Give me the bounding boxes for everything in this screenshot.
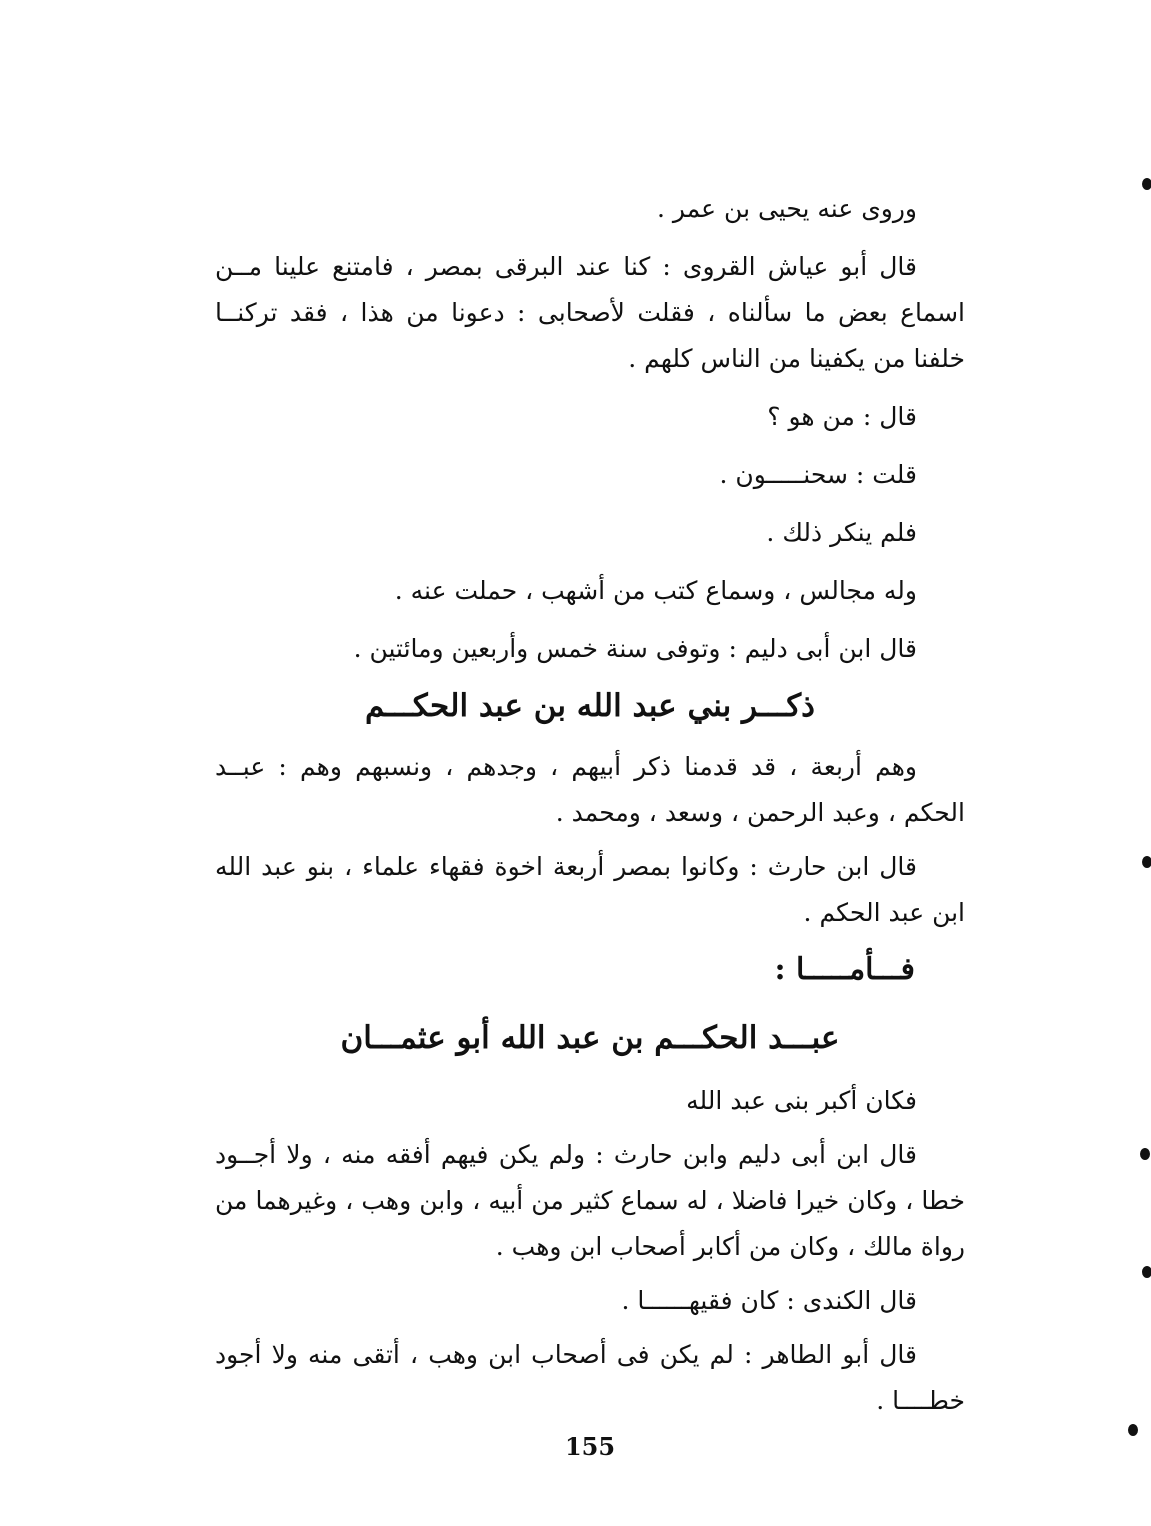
paragraph: قال ابن حارث : وكانوا بمصر أربعة اخوة فقهاء علماء ، بنو عبد الله ابن عبد الحكم .	[215, 852, 965, 927]
text-block-bottom	[215, 1078, 965, 1424]
text-block-middle	[215, 744, 965, 936]
page-number: 155	[564, 1432, 616, 1461]
paragraph: قال الكندى : كان فقيهــــــا .	[621, 1286, 917, 1315]
paragraph: قال أبو الطاهر : لم يكن فى أصحاب ابن وهب ، أتقى منه ولا أجود خطــــا .	[215, 1340, 965, 1415]
entry-heading: عبـــد الحكـــم بن عبد الله أبو عثمـــان	[340, 1020, 840, 1056]
paragraph: فكان أكبر بنى عبد الله	[686, 1086, 917, 1115]
scan-dot	[1142, 856, 1151, 868]
paragraph: فلم ينكر ذلك .	[766, 518, 917, 547]
paragraph: قال : من هو ؟	[767, 402, 917, 431]
paragraph: وله مجالس ، وسماع كتب من أشهب ، حملت عنه .	[394, 576, 917, 605]
subheading: فـــأمـــــا :	[774, 952, 915, 987]
paragraph: قال ابن أبى دليم : وتوفى سنة خمس وأربعين ومائتين .	[353, 634, 917, 663]
paragraph: وهم أربعة ، قد قدمنا ذكر أبيهم ، وجدهم ، ونسبهم وهم : عبــد الحكم ، وعبد الرحمن ، وسعد ، ومحمد .	[215, 752, 965, 827]
scan-dot	[1142, 1266, 1151, 1278]
scan-dot	[1128, 1424, 1138, 1436]
paragraph: قلت : سحنـــــون .	[719, 460, 917, 489]
paragraph: قال أبو عياش القروى : كنا عند البرقى بمصر ، فامتنع علينا مــن اسماع بعض ما سألناه ، فقلت لأصحابى : دعونا من هذا ، فقد تركنــا خلفنا من يكفينا من الناس كلهم .	[215, 252, 965, 373]
paragraph: وروى عنه يحيى بن عمر .	[657, 194, 917, 223]
paragraph: قال ابن أبى دليم وابن حارث : ولم يكن فيهم أفقه منه ، ولا أجــود خطا ، وكان خيرا فاضلا ، له سماع كثير من أبيه ، وابن وهب ، وغيرهما من رواة مالك ، وكان من أكابر أصحاب ابن وهب .	[215, 1140, 965, 1261]
scan-dot	[1140, 1148, 1150, 1160]
section-heading: ذكـــر بني عبد الله بن عبد الحكـــم	[365, 688, 815, 724]
scan-dot	[1142, 178, 1151, 190]
text-block-top	[215, 186, 965, 672]
